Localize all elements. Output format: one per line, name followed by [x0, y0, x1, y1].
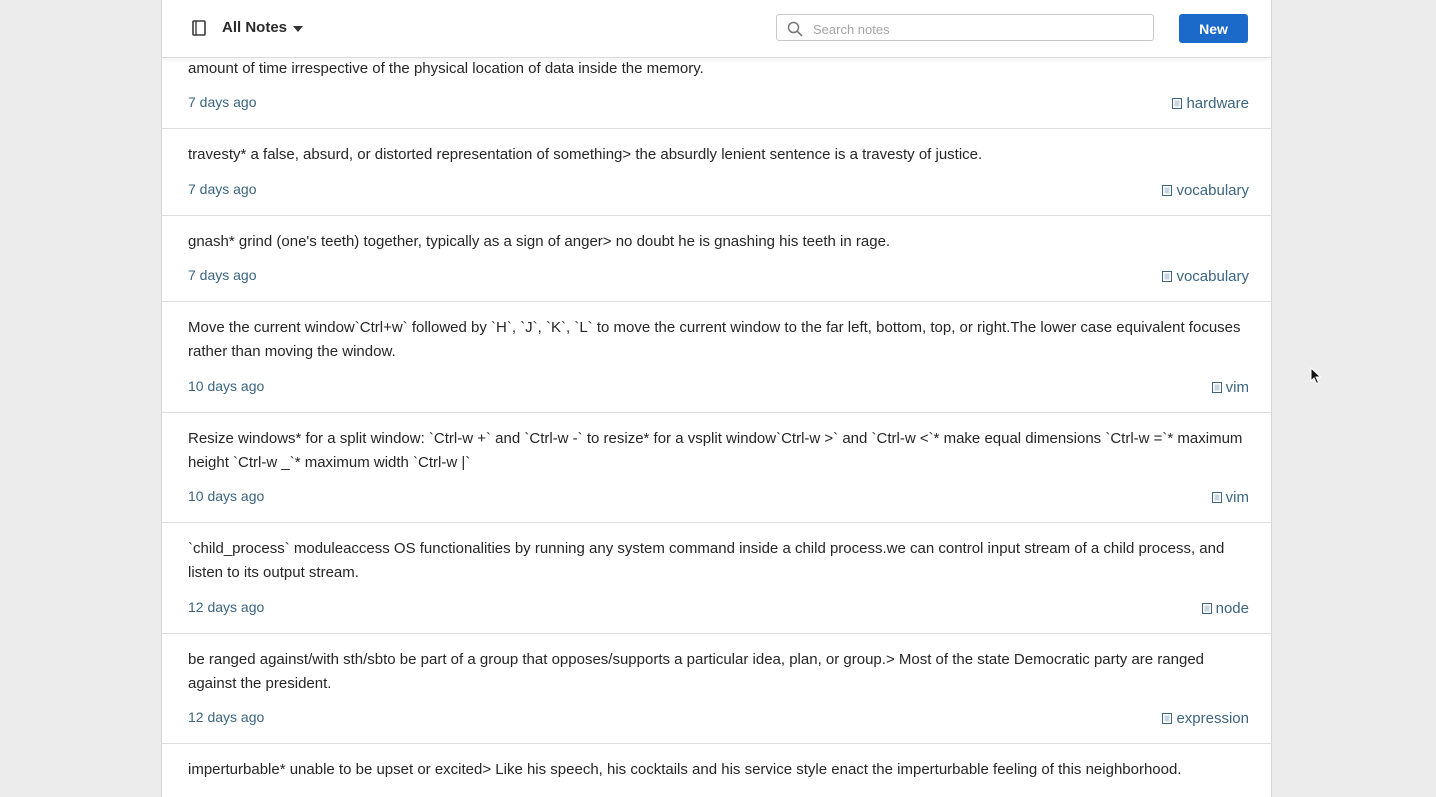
search-box[interactable] — [776, 14, 1154, 41]
note-item[interactable] — [162, 302, 1271, 413]
tag-icon — [1162, 713, 1172, 724]
note-tag[interactable] — [1212, 379, 1249, 396]
note-item[interactable] — [162, 129, 1271, 216]
note-text: imperturbable* unable to be upset or excited> Like his speech, his cocktails and his service style enact the imperturbable feeling of this neighborhood. — [188, 761, 1182, 778]
note-text: gnash* grind (one's teeth) together, typically as a sign of anger> no doubt he is gnashing his teeth in rage. — [188, 233, 891, 250]
note-timestamp: 12 days ago — [188, 709, 265, 725]
chevron-down-icon[interactable] — [293, 26, 303, 32]
note-item[interactable] — [162, 634, 1271, 744]
search-input[interactable] — [811, 19, 1145, 39]
top-bar — [162, 0, 1271, 58]
note-timestamp: 7 days ago — [188, 94, 257, 110]
note-text: be ranged against/with sth/sbto be part of a group that opposes/supports a particular idea, plan, or group.> Most of the state Democratic party are ranged against the president. — [188, 651, 1205, 692]
notes-panel — [161, 0, 1272, 797]
note-timestamp: 10 days ago — [188, 488, 265, 504]
tag-icon — [1162, 271, 1172, 282]
notebook-icon — [192, 20, 206, 36]
tag-icon — [1162, 185, 1172, 196]
note-tag-label: vocabulary — [1176, 182, 1249, 199]
note-tag[interactable] — [1162, 182, 1249, 199]
note-tag-label: vim — [1225, 379, 1249, 396]
tag-icon — [1202, 603, 1212, 614]
tag-icon — [1212, 492, 1222, 503]
note-tag[interactable] — [1162, 710, 1249, 727]
note-tag[interactable] — [1212, 489, 1249, 506]
note-tag[interactable] — [1162, 268, 1249, 285]
note-item[interactable] — [162, 216, 1271, 302]
note-tag-label: vocabulary — [1176, 268, 1249, 285]
note-tag-label: expression — [1176, 710, 1249, 727]
note-text: Move the current window`Ctrl+w` followed by `H`, `J`, `K`, `L` to move the current window to the far left, bottom, top, or right.The lower case equivalent focuses rather than moving the window. — [188, 319, 1241, 360]
note-timestamp: 10 days ago — [188, 378, 265, 394]
tag-icon — [1172, 98, 1182, 109]
note-tag-label: node — [1215, 600, 1249, 617]
mouse-cursor-icon — [1310, 367, 1322, 385]
note-tag-label: vim — [1225, 489, 1249, 506]
note-item[interactable] — [162, 744, 1271, 797]
new-note-button[interactable]: New — [1179, 14, 1248, 43]
note-text: amount of time irrespective of the physical location of data inside the memory. — [188, 60, 704, 77]
note-text: `child_process` moduleaccess OS functionalities by running any system command inside a child process.we can control input stream of a child process, and listen to its output stream. — [188, 540, 1225, 581]
note-tag[interactable] — [1202, 600, 1249, 617]
search-icon — [787, 21, 803, 37]
tag-icon — [1212, 382, 1222, 393]
notebook-selector[interactable]: All Notes — [222, 19, 288, 36]
note-tag[interactable] — [1172, 95, 1249, 112]
note-timestamp: 7 days ago — [188, 267, 257, 283]
note-text: travesty* a false, absurd, or distorted representation of something> the absurdly lenient sentence is a travesty of justice. — [188, 146, 983, 163]
note-timestamp: 7 days ago — [188, 181, 257, 197]
note-item[interactable] — [162, 413, 1271, 523]
note-text: Resize windows* for a split window: `Ctrl-w +` and `Ctrl-w -` to resize* for a vsplit window`Ctrl-w >` and `Ctrl-w <`* make equal dimensions `Ctrl-w =`* maximum height `Ctrl-w _`* maximum width `Ctrl-w |` — [188, 430, 1243, 471]
note-tag-label: hardware — [1186, 95, 1249, 112]
note-timestamp: 12 days ago — [188, 599, 265, 615]
note-item[interactable] — [162, 523, 1271, 634]
